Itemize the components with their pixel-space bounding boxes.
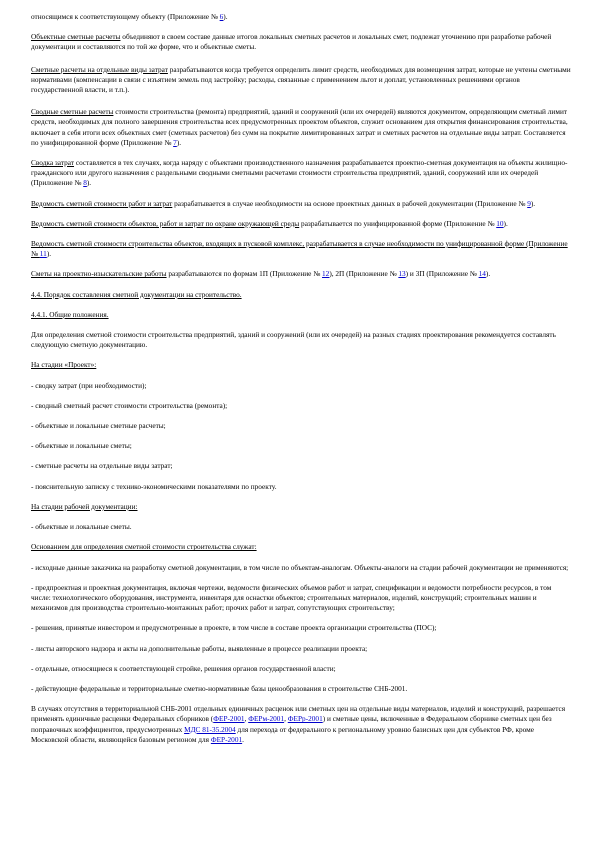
- paragraph-text: стоимости строительства (ремонта) предприятий, зданий и сооружений (или их очередей) являются документом, определяющим сметный лимит средств, необходимых для полного завершения строительства всех предусмотренных проектом объектов, служит основанием для открытия финансирования строительства, включает в себя итоги всех объектных смет (сметных расчетов) без сумм на покрытие лимитированных затрат и сметных расчетов на отдельные виды затрат. Составляется по унифицированной форме (Приложение №: [31, 107, 568, 147]
- document-page: [31, 12, 571, 745]
- list-item: - решения, принятые инвестором и предусмотренные в проекте, в том числе в составе проекта организации строительства (ПОС);: [31, 623, 437, 633]
- link-appendix-7[interactable]: 7: [173, 137, 177, 147]
- list-item: - пояснительную записку с технико-экономическими показателями по проекту.: [31, 481, 277, 491]
- section-heading-4-4: 4.4. Порядок составления сметной документации на строительство.: [31, 289, 242, 299]
- list-item: - сводный сметный расчет стоимости строительства (ремонта);: [31, 400, 228, 410]
- list-item: - сметные расчеты на отдельные виды затрат;: [31, 461, 173, 471]
- paragraph-design-survey: [31, 269, 571, 279]
- paragraph-text: ).: [485, 269, 491, 279]
- paragraph-text: ).: [46, 249, 52, 259]
- list-project-stage: [31, 381, 571, 492]
- term-object-estimates: Объектные сметные расчеты: [31, 32, 121, 42]
- term-works-statement: Ведомость сметной стоимости работ и затрат: [31, 198, 173, 208]
- list-item: - объектные и локальные сметы.: [31, 522, 132, 532]
- list-basis: [31, 563, 571, 695]
- link-mds-81-35-2004[interactable]: МДС 81-35.2004: [184, 724, 236, 734]
- paragraph-launch-complex: [31, 239, 571, 259]
- link-fer-2001-base[interactable]: ФЕР-2001: [210, 734, 243, 744]
- link-appendix-9[interactable]: 9: [527, 198, 531, 208]
- link-appendix-13[interactable]: 13: [398, 269, 406, 279]
- link-fer-2001[interactable]: ФЕР-2001: [213, 714, 245, 724]
- list-item: - объектные и локальные сметные расчеты;: [31, 421, 166, 431]
- stage-heading-working: На стадии рабочей документации:: [31, 501, 138, 511]
- term-design-survey: Сметы на проектно-изыскательские работы: [31, 269, 167, 279]
- term-separate-costs: Сметные расчеты на отдельные виды затрат: [31, 64, 168, 74]
- term-environment-statement: Ведомость сметной стоимости объектов, работ и затрат по охране окружающей среды: [31, 218, 300, 228]
- paragraph-text: относящимся к соответствующему объекту (Приложение №: [31, 12, 220, 21]
- link-appendix-6[interactable]: 6: [219, 12, 224, 21]
- list-item: - объектные и локальные сметы;: [31, 441, 132, 451]
- stage-heading-project: На стадии «Проект»:: [31, 360, 97, 370]
- paragraph-text: ).: [86, 178, 92, 188]
- paragraph-text: ).: [223, 12, 228, 21]
- list-item: - сводку затрат (при необходимости);: [31, 380, 147, 390]
- paragraph-text: ).: [503, 218, 508, 228]
- list-item: - листы авторского надзора и акты на дополнительные работы, выявленные в процессе реализации проекта;: [31, 643, 368, 653]
- term-launch-complex: Ведомость сметной стоимости строительства объектов, входящих в пусковой комплекс, разрабатывается в случае необходимости по унифицированной форме (Приложение №: [31, 239, 568, 259]
- term-summary-estimates: Сводные сметные расчеты: [31, 107, 114, 117]
- link-appendix-12[interactable]: 12: [322, 269, 330, 279]
- link-appendix-11[interactable]: 11: [39, 249, 47, 259]
- paragraph-text: разрабатываются когда требуется определить лимит средств, необходимых для возмещения затрат, которые не учтены сметными нормативами (компенсации в связи с изъятием земель под застройку; расходы, связанные с применением льгот и доплат, установленных решениями органов государственной власти, и т.п.).: [31, 64, 571, 95]
- basis-heading: Основанием для определения сметной стоимости строительства служат:: [31, 542, 257, 552]
- term-cost-summary: Сводка затрат: [31, 158, 75, 168]
- paragraph-text: объединяют в своем составе данные итогов локальных сметных расчетов и локальных смет, подлежат уточнению при разработке рабочей документации и составляются по той же форме, что и объектные сметы.: [31, 32, 552, 52]
- paragraph-intro: Для определения сметной стоимости строительства предприятий, зданий и сооружений (или их очередей) на разных стадиях проектирования рекомендуется составлять следующую сметную документацию.: [31, 330, 556, 350]
- paragraph-text: разрабатываются по формам 1П (Приложение №: [166, 269, 323, 279]
- list-working-stage: [31, 522, 571, 532]
- list-item: - отдельные, относящиеся к соответствующей стройке, решения органов государственной власти;: [31, 663, 336, 673]
- paragraph-text: составляется в тех случаях, когда наряду с объектами производственного назначения разрабатывается проектно-сметная документация на объекты жилищно-гражданского или другого назначения с раздельными сводными сметными расчетами стоимости строительства предприятий, зданий, сооружений или их очередей (Приложение №: [31, 158, 568, 188]
- paragraph-cost-summary: [31, 158, 571, 189]
- list-item: - действующие федеральные и территориальные сметно-нормативные базы ценообразования в строительстве СНБ-2001.: [31, 683, 408, 693]
- link-appendix-10[interactable]: 10: [496, 218, 504, 228]
- paragraph-text: разрабатывается в случае необходимости на основе проектных данных в рабочей документации (Приложение №: [172, 198, 528, 208]
- paragraph-separate-costs: [31, 65, 571, 96]
- paragraph-text: ).: [530, 198, 536, 208]
- list-item: - исходные данные заказчика на разработку сметной документации, в том числе по объектам-аналогам. Объекты-аналоги на стадии рабочей документации не применяются;: [31, 562, 569, 572]
- paragraph-text: В случаях отсутствия в территориальной СНБ-2001 отдельных единичных расценок или сметных цен на отдельные виды материалов, изделий и конструкций, разрешается применять единичные расценки Федеральных сборников (: [31, 704, 566, 724]
- link-ferm-2001[interactable]: ФЕРм-2001: [248, 714, 285, 724]
- paragraph-works-statement: [31, 199, 571, 209]
- list-item: - предпроектная и проектная документация, включая чертежи, ведомости физических объемов работ и затрат, спецификации и ведомости потребности ресурсов, в том числе: технологического оборудования, инструмента, инвентаря для оснастки объектов; строительных материалов, изделий, конструкций; строительных машин и механизмов для производства строительно-монтажных работ; прочих работ и затрат, сопутствующих строительству;: [31, 582, 552, 613]
- paragraph-federal-rates: [31, 704, 571, 745]
- paragraph-text: ) и сметные цены, включенные в Федеральном сборнике сметных цен без поправочных коэффициентов, предусмотренных: [31, 714, 552, 734]
- paragraph-summary-estimates: [31, 107, 571, 148]
- paragraph-text: ), 2П (Приложение №: [329, 269, 399, 279]
- paragraph-text: для перехода от федерального к региональному уровню базисных цен для субъектов РФ, кроме Московской области, являющейся базовым регионом для: [31, 724, 535, 744]
- paragraph-text: ).: [176, 137, 182, 147]
- link-ferr-2001[interactable]: ФЕРр-2001: [287, 714, 323, 724]
- paragraph-text: .: [242, 734, 244, 744]
- separator: ,: [244, 714, 249, 724]
- link-appendix-14[interactable]: 14: [478, 269, 486, 279]
- paragraph-object-estimates: [31, 32, 571, 52]
- paragraph-appendix-6: [31, 12, 571, 22]
- link-appendix-8[interactable]: 8: [83, 178, 87, 188]
- paragraph-environment-statement: [31, 219, 571, 229]
- separator: ,: [284, 714, 288, 724]
- paragraph-text: разрабатывается по унифицированной форме (Приложение №: [299, 218, 497, 228]
- section-heading-4-4-1: 4.4.1. Общие положения.: [31, 309, 109, 319]
- paragraph-text: ) и 3П (Приложение №: [405, 269, 479, 279]
